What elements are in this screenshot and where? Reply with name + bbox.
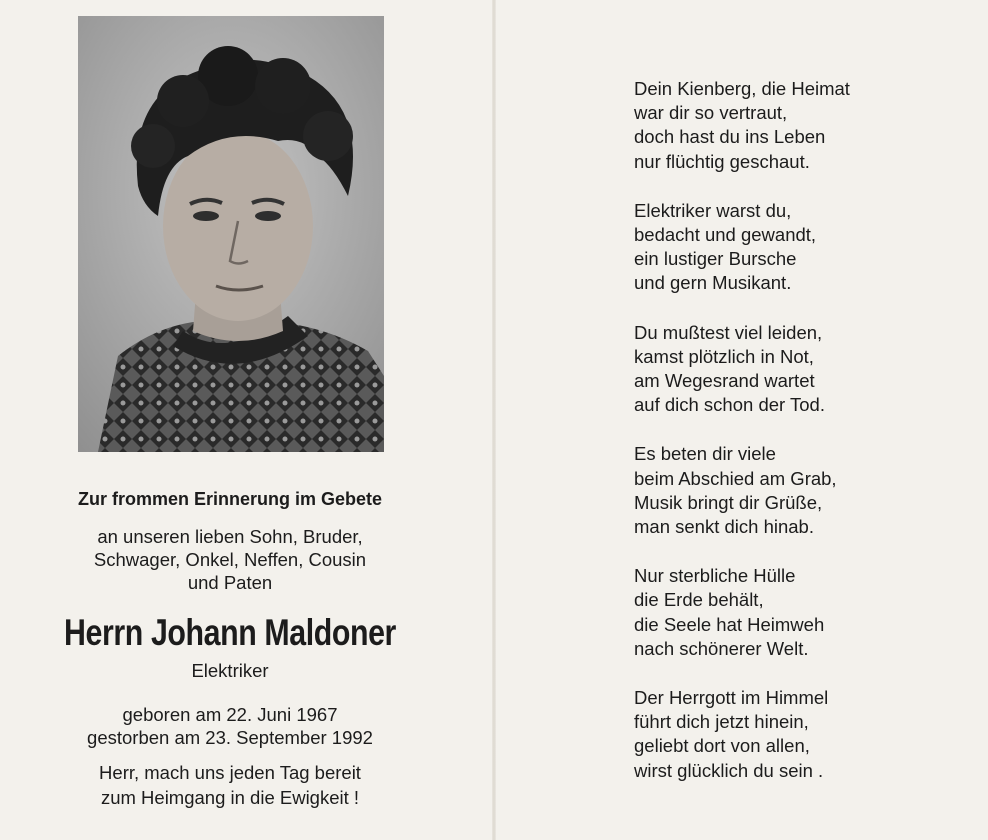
poem-line: war dir so vertraut, [634,102,788,124]
profession: Elektriker [191,660,269,681]
portrait-photo [78,16,384,452]
prayer-line: zum Heimgang in die Ewigkeit ! [100,787,360,808]
memorial-heading: Zur frommen Erinnerung im Gebete [77,489,383,509]
portrait-image [78,16,384,452]
poem-line: Elektriker warst du, [634,199,792,221]
poem-line: und gern Musikant. [634,272,792,294]
dedication-line: Schwager, Onkel, Neffen, Cousin [93,549,367,570]
poem-line: die Seele hat Heimweh [634,613,825,635]
right-panel [496,0,988,840]
poem-stanza [634,564,850,661]
poem-line: wirst glücklich du sein . [634,759,824,781]
poem-stanza [634,199,850,296]
memorial-poem [634,77,850,808]
death-date: gestorben am 23. September 1992 [87,727,373,748]
poem-stanza [634,77,850,174]
poem-line: Nur sterbliche Hülle [634,565,796,587]
life-dates [0,703,460,749]
dedication-text [0,525,460,594]
poem-line: bedacht und gewandt, [634,224,817,246]
dedication-line: und Paten [187,572,273,593]
poem-line: Du mußtest viel leiden, [634,321,823,343]
left-panel [0,0,492,840]
poem-line: geliebt dort von allen, [634,735,810,757]
poem-line: ein lustiger Bursche [634,248,797,270]
poem-line: kamst plötzlich in Not, [634,345,814,367]
poem-line: am Wegesrand wartet [634,370,815,392]
poem-line: nur flüchtig geschaut. [634,150,810,172]
poem-line: die Erde behält, [634,589,764,611]
poem-line: Der Herrgott im Himmel [634,687,829,709]
poem-stanza [634,321,850,418]
poem-line: beim Abschied am Grab, [634,467,837,489]
poem-line: führt dich jetzt hinein, [634,711,809,733]
deceased-name: Herrn Johann Maldoner [64,612,396,653]
poem-line: doch hast du ins Leben [634,126,826,148]
poem-line: Es beten dir viele [634,443,776,465]
dedication-line: an unseren lieben Sohn, Bruder, [97,526,363,547]
closing-prayer [0,760,460,810]
poem-line: nach schönerer Welt. [634,637,809,659]
poem-stanza [634,442,850,539]
poem-line: Musik bringt dir Grüße, [634,491,823,513]
prayer-line: Herr, mach uns jeden Tag bereit [99,762,361,783]
poem-stanza [634,686,850,783]
poem-line: auf dich schon der Tod. [634,394,825,416]
birth-date: geboren am 22. Juni 1967 [122,704,338,725]
poem-line: Dein Kienberg, die Heimat [634,78,850,99]
poem-line: man senkt dich hinab. [634,516,814,538]
